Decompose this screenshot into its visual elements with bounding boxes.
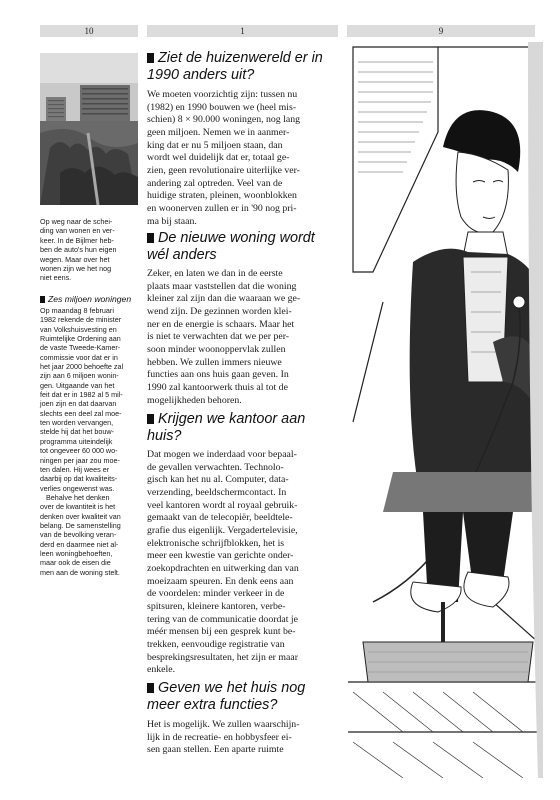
sidebar-line: ten worden vervangen, <box>40 418 114 428</box>
sidebar-line: belang. De samenstelling <box>40 520 121 530</box>
page-number-left: 10 <box>40 25 138 37</box>
body-line: ner en de energie is schaars. Maar het <box>147 318 295 330</box>
section-heading-line: Ziet de huizenwereld er in <box>158 50 323 66</box>
body-line: huidige straten, pleinen, woonblokken <box>147 190 297 202</box>
body-line: enkele. <box>147 664 176 676</box>
caption-line: wonen zijn we het nog <box>40 264 112 274</box>
body-line: trekken, eenvoudige registratie van <box>147 638 285 650</box>
sidebar-line: maar ook de eisen die <box>40 558 111 568</box>
sidebar-line: programma uiteindelijk <box>40 436 113 446</box>
body-line: soon minder woonoppervlak zullen <box>147 343 286 355</box>
page-number-center: 1 <box>147 25 338 37</box>
body-line: ma bij staan. <box>147 215 197 227</box>
body-line: gisch kan het nu al. Computer, data- <box>147 474 289 486</box>
body-line: wordt wel duidelijk dat er, totaal ge- <box>147 152 290 164</box>
sidebar-line: stelde hij dat het bouw- <box>40 427 114 437</box>
body-line: plaats maar vaststellen dat die woning <box>147 280 297 292</box>
sidebar-line: 1982 rekende de minister <box>40 315 122 325</box>
heading-square-icon <box>147 53 154 63</box>
body-line: zien, geen revolutionaire uiterlijke ver- <box>147 164 300 176</box>
caption-line: Op weg naar de schei- <box>40 217 113 226</box>
caption-line: ding van wonen en ver- <box>40 226 115 236</box>
sidebar-line: de vaste Tweede-Kamer- <box>40 343 121 353</box>
sidebar-line: Op maandag 8 februari <box>40 306 114 315</box>
body-line: moeizaam speuren. En denk eens aan <box>147 575 294 587</box>
body-line: elektronische schrijfblokken, het is <box>147 537 285 549</box>
body-line: mogelijkheden behoren. <box>147 394 242 406</box>
body-line: functies aan ons huis gaan geven. In <box>147 369 289 381</box>
body-line: de gevallen verwachten. Technolo- <box>147 461 284 473</box>
section-body <box>147 449 343 677</box>
section-heading-line: 1990 anders uit? <box>147 66 255 83</box>
body-line: en woonerven zullen er in '90 nog pri- <box>147 202 297 214</box>
sidebar-heading <box>40 294 140 304</box>
body-line: besprekingsresultaten, het zijn er maar <box>147 651 298 663</box>
body-line: méér mensen bij een gesprek kunt be- <box>147 626 296 638</box>
body-line: Zeker, en laten we dan in de eerste <box>147 268 283 279</box>
sidebar-line: over de kwantiteit is het <box>40 502 116 512</box>
body-line: kleiner zal zijn dan die waaraan we ge- <box>147 293 301 305</box>
body-line: verzending, beeldschermcontact. In <box>147 486 287 498</box>
section-heading-line: Krijgen we kantoor aan <box>158 411 306 427</box>
section-heading-line: wél anders <box>147 246 217 263</box>
section-heading-line: De nieuwe woning wordt <box>158 230 315 246</box>
caption-line: wegen. Maar over het <box>40 254 110 264</box>
body-line: spitsuren, kleinere kantoren, verbe- <box>147 600 286 612</box>
sidebar-line: van Volkshuisvesting en <box>40 324 117 334</box>
body-line: zoekopdrachten en uitwerking dan van <box>147 562 299 574</box>
section-heading-line: huis? <box>147 427 182 444</box>
body-line: meer een kwestie van gerichte onder- <box>147 550 294 562</box>
body-line: lijk in de recreatie- en hobbysfeer ei- <box>147 731 292 743</box>
sidebar-line: joen zijn en dat daarvan <box>40 399 117 409</box>
sidebar-line: Behalve het denken <box>46 492 110 502</box>
section-heading <box>147 230 347 263</box>
body-line: Dat mogen we inderdaad voor bepaal- <box>147 449 297 460</box>
heading-square-icon <box>147 414 154 424</box>
sidebar-line: gen. Uitgaande van het <box>40 380 115 390</box>
body-line: We moeten voorzichtig zijn: tussen nu <box>147 89 298 100</box>
sidebar-line: verlies ongewenst was. <box>40 483 115 493</box>
photo-caption <box>40 217 138 283</box>
body-line: is niet te verwachten dat we per per- <box>147 331 290 343</box>
sidebar-line: van de bevolking veran- <box>40 530 117 540</box>
body-line: schien) 8 × 90.000 woningen, nog lang <box>147 114 300 126</box>
caption-line: niet eens. <box>40 273 72 283</box>
sidebar-line: commissie voor dat er in <box>40 352 118 362</box>
heading-square-icon <box>40 296 45 303</box>
sidebar-text <box>40 306 138 577</box>
body-line: king dat er nu 5 miljoen staan, dan <box>147 139 283 151</box>
body-line: geen miljoen. Nemen we in aanmer- <box>147 126 290 138</box>
section-heading <box>147 50 347 83</box>
sidebar-line: zijn aan 6 miljoen wonin- <box>40 371 119 381</box>
body-line: tering van de communicatie doordat je <box>147 613 298 625</box>
body-line: andering zal optreden. Veel van de <box>147 177 283 189</box>
body-line: 1990 zal kantoorwerk thuis al tot de <box>147 381 288 393</box>
caption-line: ben de auto's hun eigen <box>40 245 117 255</box>
body-line: gemaakt van de telecopiër, beeldtele- <box>147 512 293 524</box>
sidebar-heading-text: Zes miljoen woningen <box>48 294 132 304</box>
sidebar-line: tot ongeveer 60 000 wo- <box>40 446 118 456</box>
sidebar-line: feit dat er in 1982 al 5 mil- <box>40 390 123 400</box>
heading-square-icon <box>147 683 154 693</box>
section-body <box>147 268 343 407</box>
body-line: Het is mogelijk. We zullen waarschijn- <box>147 719 300 730</box>
sidebar-line: derd en daarmee niet al- <box>40 539 119 549</box>
body-line: de voordelen: minder verkeer in de <box>147 588 285 600</box>
sidebar-line: men aan de woning stelt. <box>40 567 120 577</box>
heading-square-icon <box>147 233 154 243</box>
sidebar-line: leen woningbehoeften, <box>40 548 113 558</box>
body-line: veel kantoren wordt al royaal gebruik- <box>147 499 298 511</box>
section-heading-line: meer extra functies? <box>147 696 278 713</box>
body-line: grafie dus eigenlijk. Vergadertelevisie, <box>147 524 298 536</box>
illustration-drawing <box>343 42 543 778</box>
sidebar-line: slechts een deel zal moe- <box>40 408 122 418</box>
sidebar-line: daarbij op dat kwaliteits- <box>40 474 118 484</box>
illustration-man-in-chair <box>343 42 543 778</box>
body-line: wend zijn. De gezinnen worden klei- <box>147 305 292 317</box>
body-line: sen gaan stellen. Een aparte ruimte <box>147 744 284 756</box>
section-body <box>147 89 343 228</box>
sidebar-line: Ruimtelijke Ordening aan <box>40 334 121 344</box>
sidebar-line: denken over kwaliteit van <box>40 511 121 521</box>
section-heading <box>147 680 347 713</box>
section-heading-line: Geven we het huis nog <box>158 680 306 696</box>
section-body <box>147 719 343 757</box>
body-line: (1982) en 1990 bouwen we (heel mis- <box>147 101 297 113</box>
bijlmer-photo <box>40 53 138 205</box>
caption-line: keer. In de Bijlmer heb- <box>40 235 114 245</box>
sidebar-line: ningen per jaar zou moe- <box>40 455 120 465</box>
body-line: hebben. We zullen immers nieuwe <box>147 356 282 368</box>
sidebar-line: ten dalen. Hij wees er <box>40 464 110 474</box>
bijlmer-photo-image <box>40 53 138 205</box>
page-number-right: 9 <box>347 25 535 37</box>
sidebar-line: het jaar 2000 behoefte zal <box>40 362 124 372</box>
section-heading <box>147 411 347 444</box>
